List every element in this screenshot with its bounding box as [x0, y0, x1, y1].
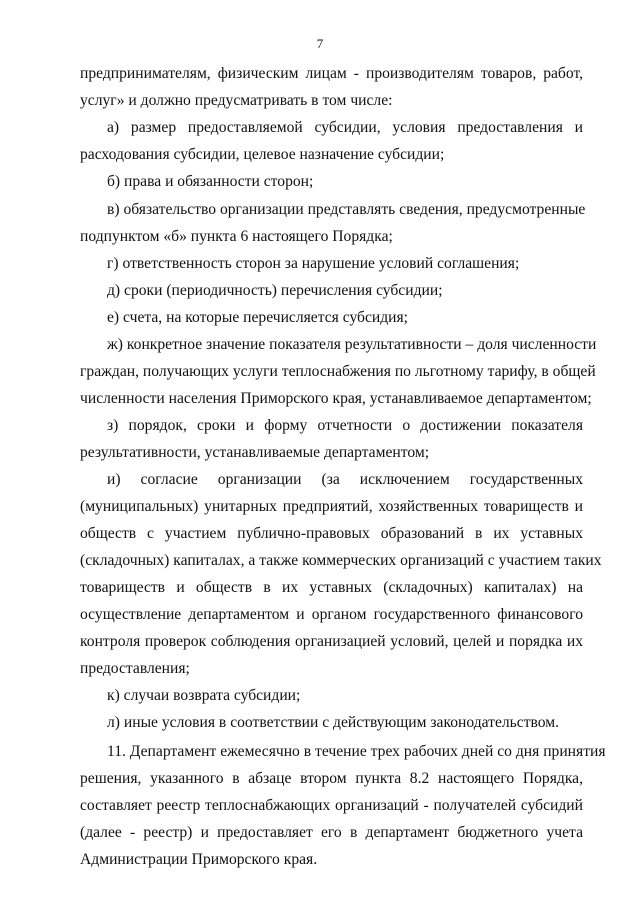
- text-line: осуществление департаментом и органом государственного финансового: [80, 606, 583, 623]
- text-line: товариществ и обществ в их уставных (складочных) капиталах) на: [80, 579, 583, 596]
- text-line: (складочных) капиталах, а также коммерческих организаций с участием таких: [80, 552, 602, 569]
- text-line: предоставления;: [80, 660, 190, 677]
- text-line: в) обязательство организации представлять сведения, предусмотренные: [107, 201, 586, 218]
- text-line: з) порядок, сроки и форму отчетности о достижении показателя: [107, 417, 583, 434]
- text-line: д) сроки (периодичность) перечисления субсидии;: [107, 282, 443, 299]
- text-line: б) права и обязанности сторон;: [107, 173, 314, 190]
- text-line: (далее - реестр) и предоставляет его в департамент бюджетного учета: [80, 824, 583, 841]
- text-line: контроля проверок соблюдения организацией условий, целей и порядка их: [80, 633, 583, 650]
- text-line: и) согласие организации (за исключением государственных: [107, 471, 583, 488]
- text-line: а) размер предоставляемой субсидии, условия предоставления и: [107, 119, 583, 136]
- text-line: численности населения Приморского края, устанавливаемое департаментом;: [80, 390, 592, 407]
- text-line: граждан, получающих услуги теплоснабжения по льготному тарифу, в общей: [80, 363, 596, 380]
- text-line: е) счета, на которые перечисляется субсидия;: [107, 309, 409, 326]
- text-line: 11. Департамент ежемесячно в течение трех рабочих дней со дня принятия: [107, 743, 606, 760]
- text-line: г) ответственность сторон за нарушение условий соглашения;: [107, 255, 520, 272]
- text-line: расходования субсидии, целевое назначение субсидии;: [80, 146, 445, 163]
- page-number: 7: [316, 36, 324, 51]
- text-line: (муниципальных) унитарных предприятий, хозяйственных товариществ и: [80, 498, 583, 515]
- text-line: к) случаи возврата субсидии;: [107, 687, 301, 704]
- text-line: подпунктом «б» пункта 6 настоящего Порядка;: [80, 228, 393, 245]
- text-line: составляет реестр теплоснабжающих организаций - получателей субсидий: [80, 797, 583, 814]
- text-line: результативности, устанавливаемые департаментом;: [80, 444, 430, 461]
- text-line: обществ с участием публично-правовых образований в их уставных: [80, 525, 583, 542]
- text-line: ж) конкретное значение показателя результативности – доля численности: [107, 336, 597, 353]
- text-line: предпринимателям, физическим лицам - производителям товаров, работ,: [80, 65, 583, 82]
- text-line: Администрации Приморского края.: [80, 851, 318, 868]
- text-line: решения, указанного в абзаце втором пункта 8.2 настоящего Порядка,: [80, 770, 583, 787]
- text-line: услуг» и должно предусматривать в том числе:: [80, 92, 393, 109]
- text-line: л) иные условия в соответствии с действующим законодательством.: [107, 714, 560, 731]
